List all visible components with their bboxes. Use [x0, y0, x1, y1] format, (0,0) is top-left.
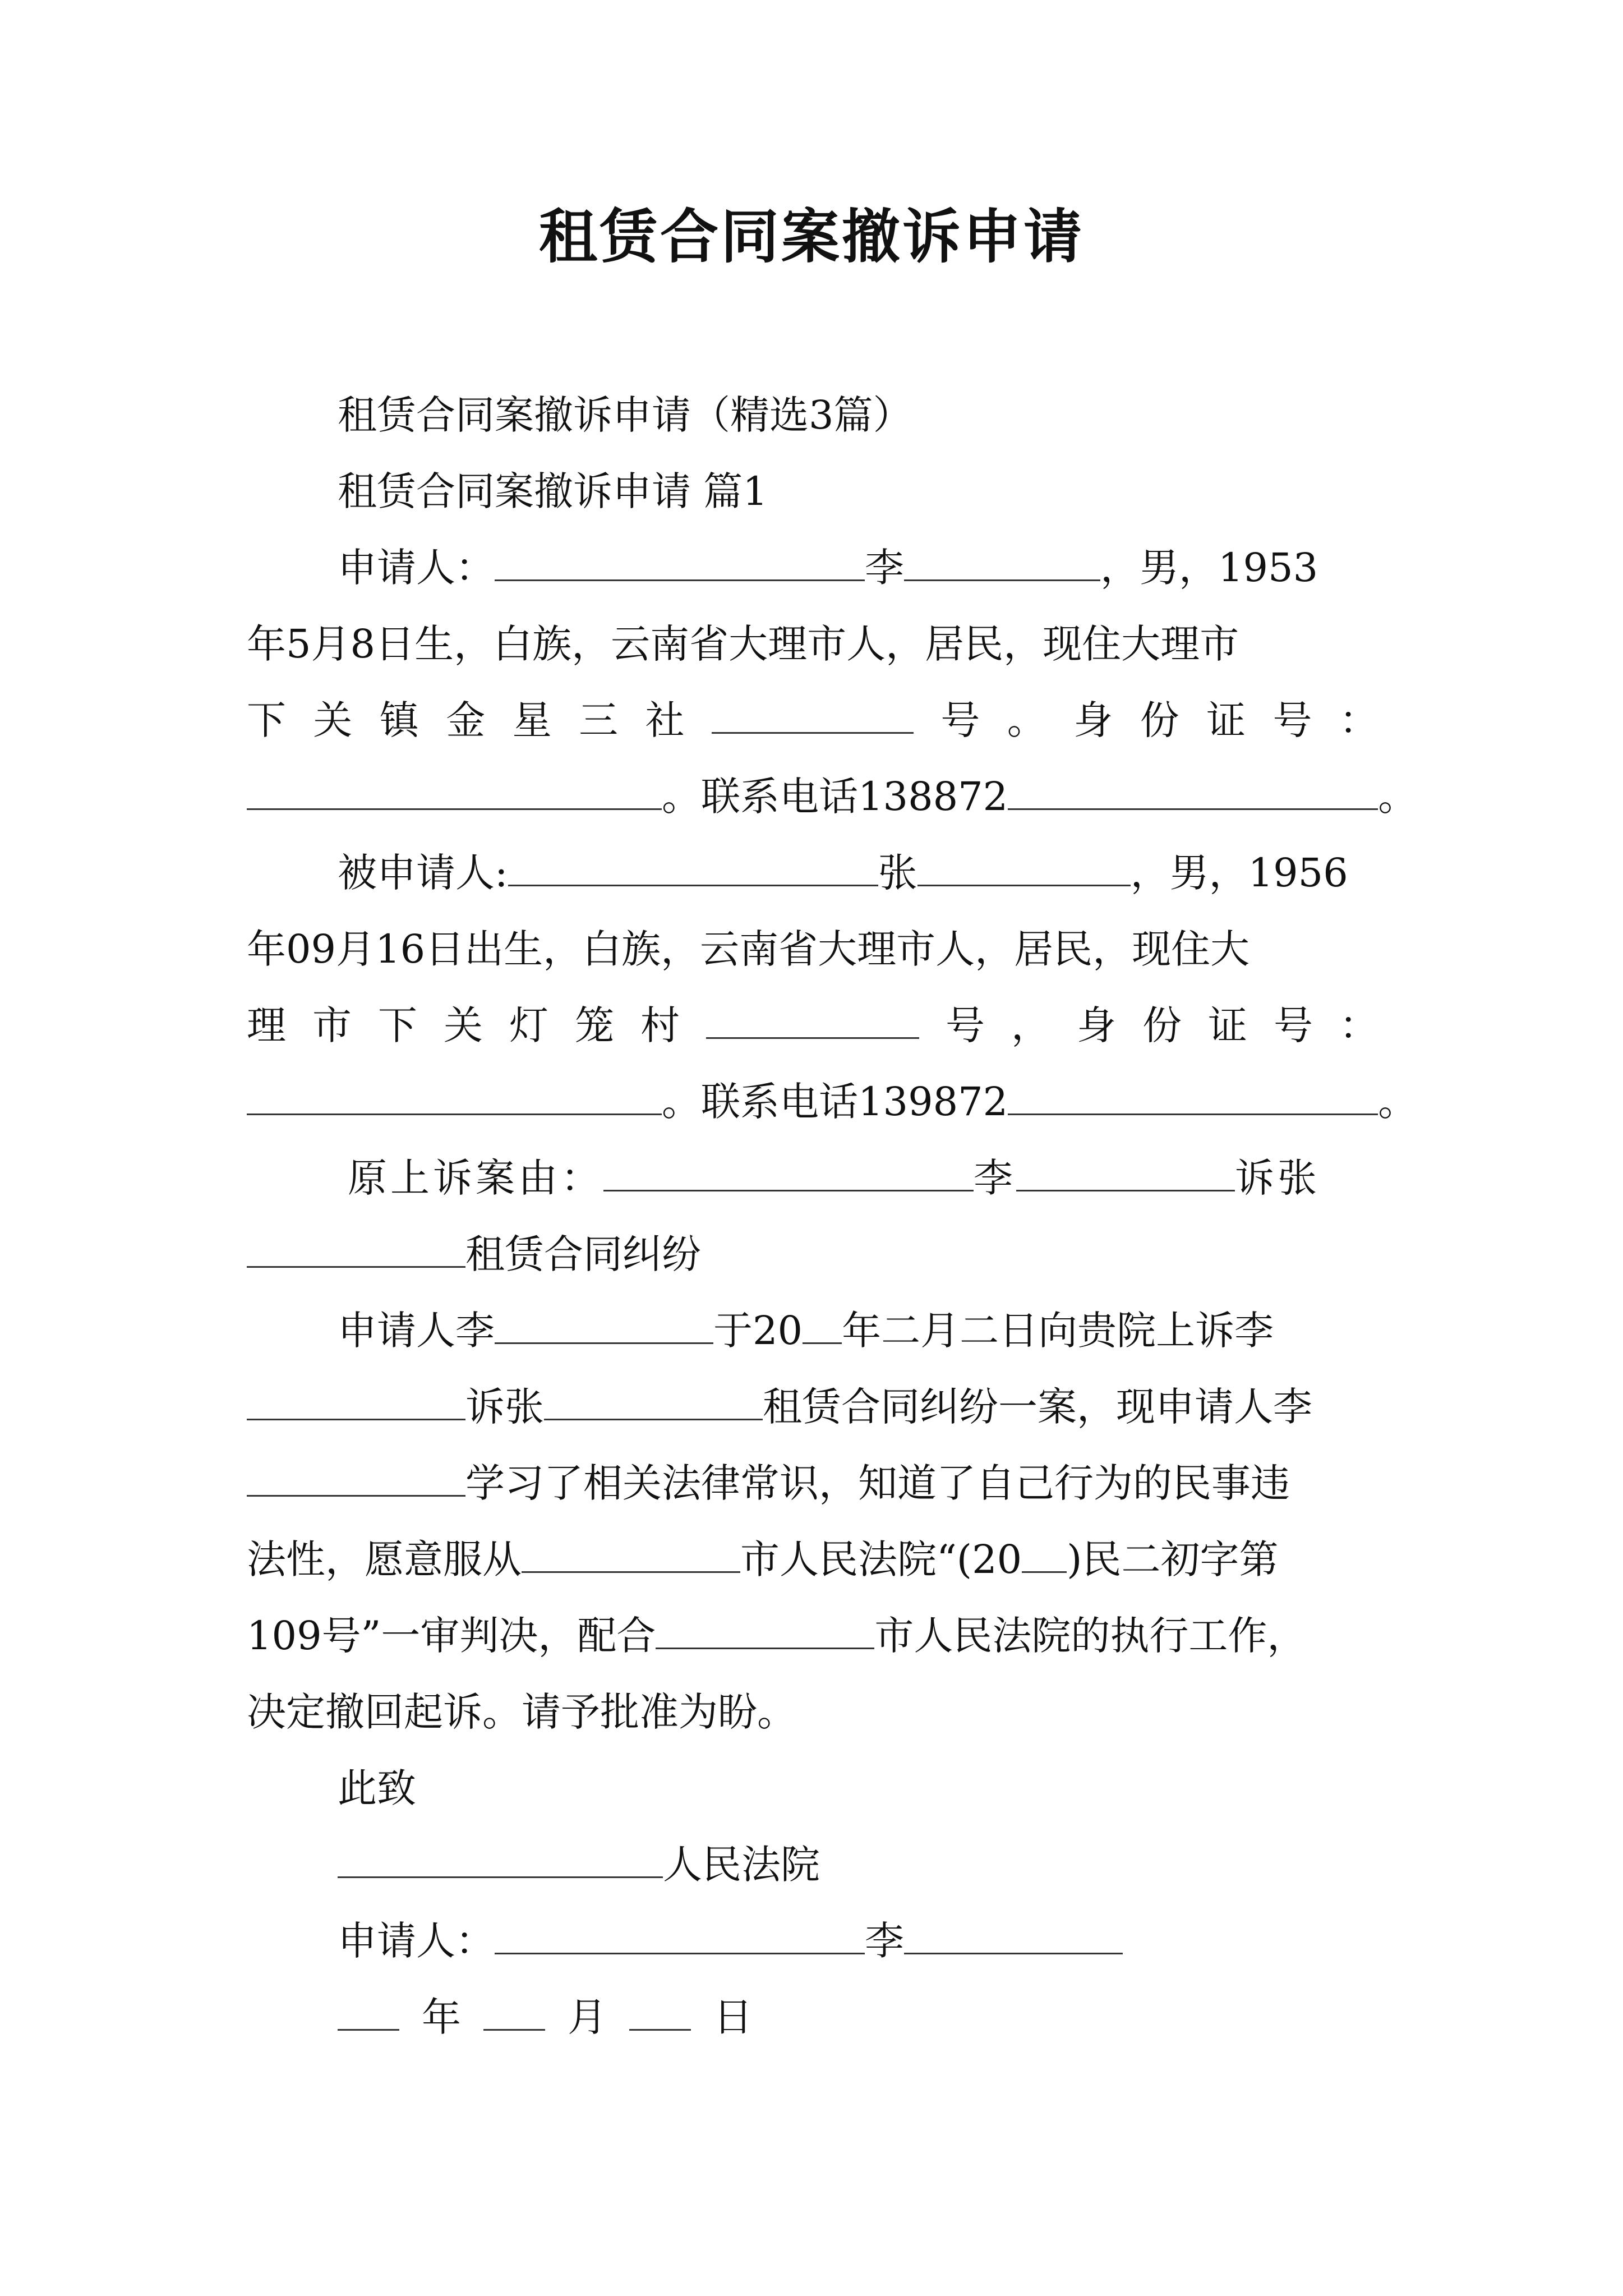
date-year-label: 年: [422, 1994, 461, 2040]
applicant-addr-tail: 号: [940, 697, 980, 743]
body-blank: [247, 1379, 465, 1420]
respondent-addr-char: 市: [312, 1002, 352, 1048]
respondent-addr-char: 笼: [575, 1002, 614, 1048]
body-line-1: [338, 1303, 1274, 1359]
year-blank: [803, 1303, 842, 1344]
date-day-label: 日: [713, 1994, 753, 2040]
signature-blank-1: [495, 1913, 865, 1954]
applicant-address-line: [247, 692, 1378, 748]
case-origin-label: 原上诉案由：: [348, 1155, 603, 1201]
respondent-line-2: 年09月16日出生，白族，云南省大理市人，居民，现住大: [247, 926, 1250, 972]
body-blank: [544, 1379, 763, 1420]
applicant-addr-char: 镇: [379, 697, 419, 743]
applicant-house-number-blank: [712, 693, 914, 734]
body-text: 年二月二日向贵院上诉李: [842, 1308, 1274, 1354]
applicant-addr-tail: 身: [1073, 697, 1113, 743]
respondent-addr-tail: 身: [1077, 1002, 1116, 1048]
respondent-id-blank: [247, 1074, 662, 1115]
case-origin-line-1: [348, 1150, 1320, 1206]
applicant-addr-tail: ：: [1339, 697, 1378, 743]
respondent-addr-char: 关: [444, 1002, 483, 1048]
signature-line: [338, 1913, 1123, 1969]
respondent-house-number-blank: [706, 998, 919, 1039]
applicant-addr-tail: 份: [1140, 697, 1179, 743]
applicant-addr-char: 下: [247, 697, 286, 743]
respondent-addr-tail: ：: [1339, 1002, 1378, 1048]
respondent-label: 被申请人:: [338, 850, 508, 896]
date-month-blank: [483, 1990, 545, 2031]
respondent-addr-char: 下: [378, 1002, 417, 1048]
applicant-addr-tail: 证: [1206, 697, 1246, 743]
applicant-addr-tail: 。: [1007, 697, 1046, 743]
respondent-gender-birth: ，男，1956: [1130, 850, 1348, 896]
section-heading: 租赁合同案撤诉申请 篇1: [338, 468, 768, 514]
body-text: 市人民法院“(20: [740, 1536, 1022, 1582]
year-blank: [1022, 1532, 1067, 1573]
respondent-addr-char: 灯: [509, 1002, 548, 1048]
respondent-name-blank: [508, 845, 878, 886]
applicant-name-blank: [495, 540, 865, 581]
body-line-4: [247, 1531, 1278, 1588]
case-origin-tail: 诉张: [1235, 1155, 1320, 1201]
body-line-6: 决定撤回起诉。请予批准为盼。: [247, 1689, 796, 1735]
respondent-contact: 。联系电话139872: [662, 1079, 1008, 1125]
document-title: 租赁合同案撤诉申请: [538, 203, 1084, 271]
case-origin-blank-1: [603, 1151, 974, 1191]
applicant-contact-end: 。: [1378, 774, 1418, 820]
body-line-5: [247, 1608, 1306, 1664]
respondent-contact-line: [247, 1074, 1417, 1130]
body-line-3: [247, 1455, 1290, 1511]
court-name-blank: [338, 1837, 663, 1878]
date-day-blank: [629, 1990, 691, 2031]
applicant-addr-char: 星: [512, 697, 552, 743]
respondent-line-1: [338, 845, 1348, 901]
body-blank: [247, 1456, 465, 1497]
respondent-contact-end: 。: [1378, 1079, 1418, 1125]
body-blank: [656, 1608, 874, 1649]
body-blank: [522, 1532, 740, 1573]
case-origin-blank-2: [1016, 1151, 1235, 1191]
applicant-line-2: 年5月8日生，白族，云南省大理市人，居民，现住大理市: [247, 621, 1239, 667]
respondent-addr-char: 村: [640, 1002, 680, 1048]
applicant-addr-char: 关: [313, 697, 353, 743]
signature-label: 申请人：: [338, 1918, 495, 1964]
respondent-addr-char: 理: [247, 1002, 286, 1048]
body-line-2: [247, 1379, 1312, 1435]
respondent-addr-tail: 号: [946, 1002, 985, 1048]
respondent-addr-tail: 份: [1142, 1002, 1182, 1048]
date-year-blank: [338, 1990, 399, 2031]
respondent-phone-blank: [1008, 1074, 1378, 1115]
applicant-name-blank-2: [904, 540, 1100, 581]
applicant-contact-line: [247, 769, 1417, 825]
respondent-address-line: [247, 997, 1378, 1053]
applicant-gender-birth: ，男，1953: [1100, 545, 1318, 591]
date-line: [338, 1989, 753, 2045]
body-text: )民二初字第: [1067, 1536, 1279, 1582]
applicant-phone-blank: [1008, 769, 1378, 810]
respondent-addr-tail: ，: [1011, 1002, 1050, 1048]
body-text: 法性，愿意服从: [247, 1536, 522, 1582]
body-blank: [495, 1303, 713, 1344]
signature-blank-2: [904, 1913, 1123, 1954]
respondent-addr-tail: 号: [1274, 1002, 1313, 1048]
respondent-addr-tail: 证: [1208, 1002, 1247, 1048]
applicant-addr-tail: 号: [1272, 697, 1312, 743]
case-origin-line-2: [247, 1226, 701, 1282]
salutation: 此致: [338, 1765, 416, 1811]
court-line: [338, 1837, 820, 1893]
applicant-addr-char: 三: [579, 697, 619, 743]
body-text: 租赁合同纠纷一案，现申请人李: [763, 1384, 1312, 1430]
case-origin-blank-3: [247, 1227, 465, 1268]
body-text: 市人民法院的执行工作，: [874, 1613, 1307, 1659]
applicant-addr-char: 金: [446, 697, 486, 743]
body-text: 于20: [713, 1308, 803, 1354]
applicant-label: 申请人：: [338, 545, 495, 591]
case-origin-subject: 租赁合同纠纷: [465, 1231, 701, 1277]
applicant-surname: 李: [865, 545, 904, 591]
case-origin-surname: 李: [974, 1155, 1016, 1201]
date-month-label: 月: [568, 1994, 607, 2040]
applicant-addr-char: 社: [645, 697, 685, 743]
applicant-contact: 。联系电话138872: [662, 774, 1008, 820]
signature-surname: 李: [865, 1918, 904, 1964]
applicant-id-blank: [247, 769, 662, 810]
body-text: 109号”一审判决，配合: [247, 1613, 656, 1659]
document-subtitle: 租赁合同案撤诉申请（精选3篇）: [338, 392, 912, 438]
applicant-line-1: [338, 540, 1318, 596]
body-text: 学习了相关法律常识，知道了自己行为的民事违: [465, 1460, 1290, 1506]
respondent-surname: 张: [878, 850, 917, 896]
body-text: 诉张: [465, 1384, 544, 1430]
court-label: 人民法院: [663, 1842, 820, 1888]
body-text: 申请人李: [338, 1308, 495, 1354]
respondent-name-blank-2: [917, 845, 1131, 886]
